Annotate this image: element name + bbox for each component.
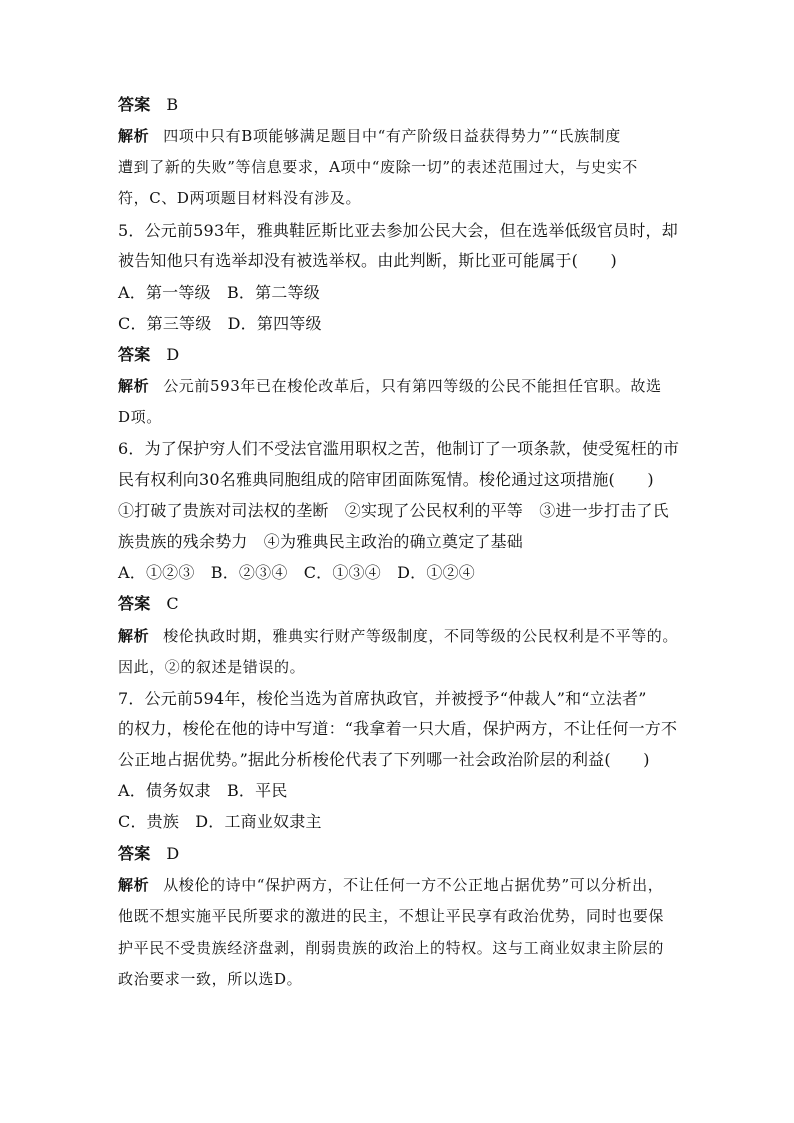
analysis-line-q5-2: D项。 xyxy=(118,408,162,426)
question-7-options-1: A．债务奴隶 B．平民 xyxy=(118,781,288,800)
question-7-options-2: C．贵族 D．工商业奴隶主 xyxy=(118,812,322,831)
analysis-line-q4-2: 遭到了新的失败”等信息要求，A项中“废除一切”的表述范围过大，与史实不 xyxy=(118,158,638,176)
question-7-stem-3: 公正地占据优势。”据此分析梭伦代表了下列哪一社会政治阶层的利益( ) xyxy=(118,750,650,769)
question-6-stem-3: ①打破了贵族对司法权的垄断 ②实现了公民权利的平等 ③进一步打击了氏 xyxy=(118,501,669,520)
question-7-stem-1: 7．公元前594年，梭伦当选为首席执政官，并被授予“仲裁人”和“立法者” xyxy=(118,689,647,708)
analysis-line-q7-2: 他既不想实施平民所要求的激进的民主，不想让平民享有政治优势，同时也要保 xyxy=(118,907,665,925)
analysis-text: 四项中只有B项能够满足题目中“有产阶级日益获得势力”“氏族制度 xyxy=(163,127,621,145)
analysis-text: 梭伦执政时期，雅典实行财产等级制度，不同等级的公民权利是不平等的。 xyxy=(163,627,679,645)
question-5-options-2: C．第三等级 D．第四等级 xyxy=(118,314,322,333)
answer-line-q7 xyxy=(118,843,688,865)
analysis-line-q5-1 xyxy=(118,375,688,397)
answer-value: D xyxy=(166,345,180,364)
answer-line-q5 xyxy=(118,344,688,366)
answer-value: C xyxy=(166,594,179,613)
question-6-stem-2: 民有权利向30名雅典同胞组成的陪审团面陈冤情。梭伦通过这项措施( ) xyxy=(118,470,654,489)
question-6-options-1: A．①②③ B．②③④ C．①③④ D．①②④ xyxy=(118,563,475,582)
analysis-line-q7-3: 护平民不受贵族经济盘剥，削弱贵族的政治上的特权。这与工商业奴隶主阶层的 xyxy=(118,939,665,957)
question-6-stem-4: 族贵族的残余势力 ④为雅典民主政治的确立奠定了基础 xyxy=(118,532,524,551)
question-7-stem-2: 的权力，梭伦在他的诗中写道：“我拿着一只大盾，保护两方，不让任何一方不 xyxy=(118,719,678,738)
analysis-text: 公元前593年已在梭伦改革后，只有第四等级的公民不能担任官职。故选 xyxy=(163,377,662,395)
analysis-label: 解析 xyxy=(118,627,150,645)
answer-value: D xyxy=(166,844,180,863)
analysis-line-q7-4: 政治要求一致，所以选D。 xyxy=(118,970,303,988)
analysis-label: 解析 xyxy=(118,127,150,145)
question-6-stem-1: 6．为了保护穷人们不受法官滥用职权之苦，他制订了一项条款，使受冤枉的市 xyxy=(118,439,680,458)
analysis-line-q6-1 xyxy=(118,625,688,647)
analysis-line-q7-1 xyxy=(118,874,688,896)
answer-label: 答案 xyxy=(118,844,151,863)
question-5-options-1: A．第一等级 B．第二等级 xyxy=(118,283,320,302)
answer-label: 答案 xyxy=(118,95,151,114)
analysis-text: 从梭伦的诗中“保护两方，不让任何一方不公正地占据优势”可以分析出， xyxy=(163,876,664,894)
question-5-stem-1: 5．公元前593年，雅典鞋匠斯比亚去参加公民大会，但在选举低级官员时，却 xyxy=(118,221,678,240)
question-5-stem-2: 被告知他只有选举却没有被选举权。由此判断，斯比亚可能属于( ) xyxy=(118,251,617,270)
analysis-label: 解析 xyxy=(118,377,150,395)
answer-label: 答案 xyxy=(118,594,151,613)
analysis-line-q6-2: 因此，②的叙述是错误的。 xyxy=(118,658,306,676)
answer-line-q6 xyxy=(118,593,688,615)
answer-line-q4 xyxy=(118,94,688,116)
analysis-line-q4-1 xyxy=(118,125,688,147)
analysis-line-q4-3: 符，C、D两项题目材料没有涉及。 xyxy=(118,189,362,207)
answer-label: 答案 xyxy=(118,345,151,364)
answer-value: B xyxy=(166,95,179,114)
analysis-label: 解析 xyxy=(118,876,150,894)
